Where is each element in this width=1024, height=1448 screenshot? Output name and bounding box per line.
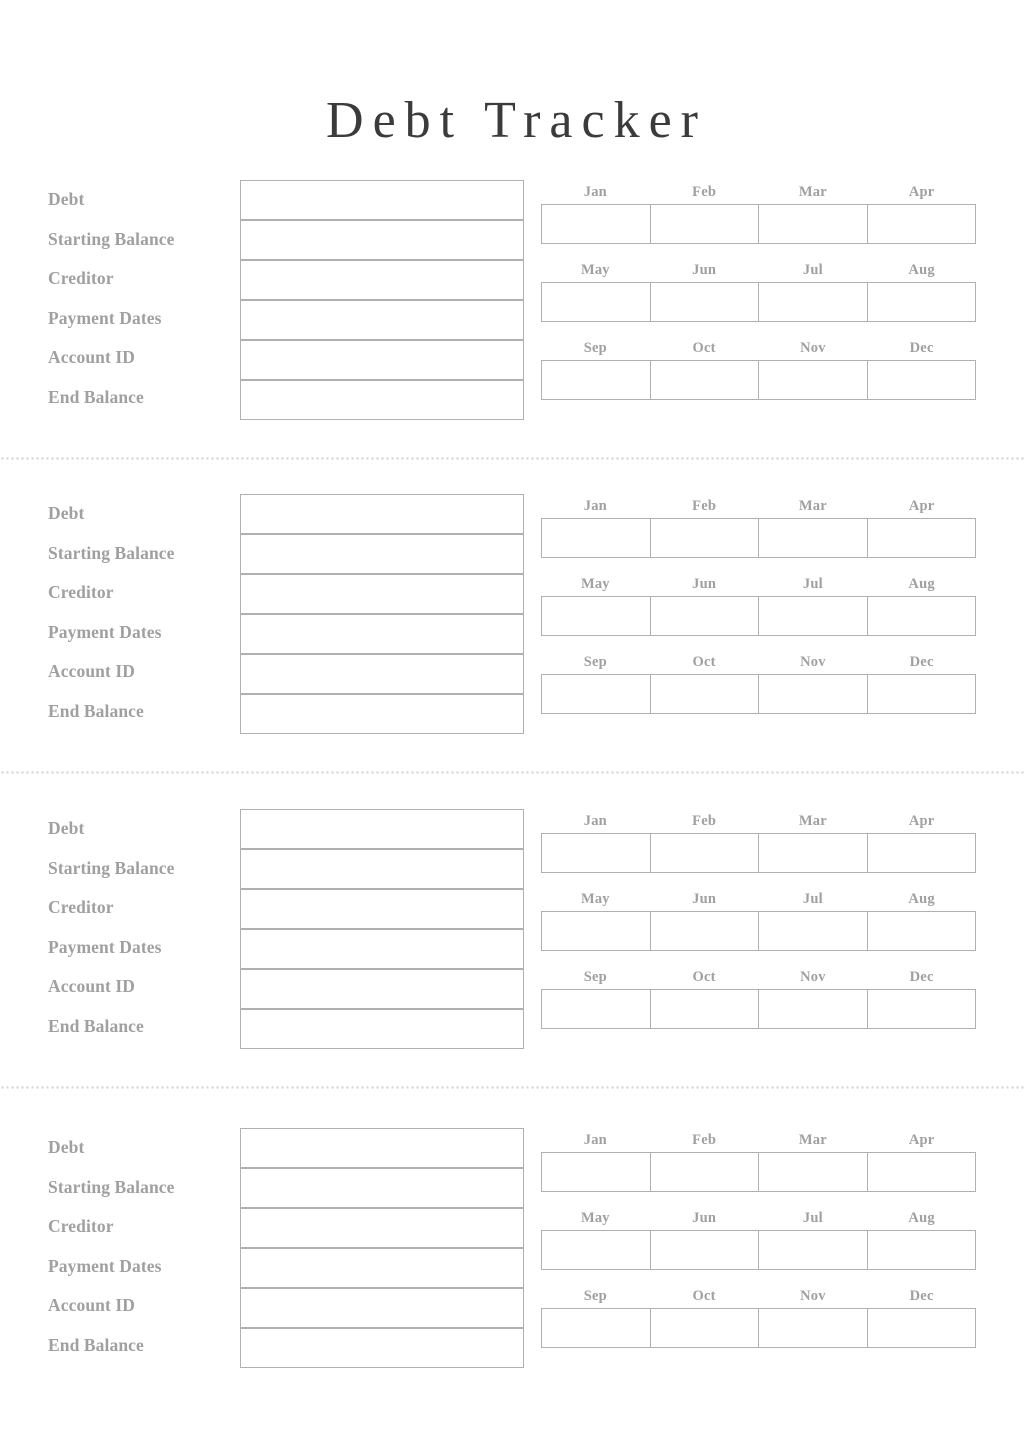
- month-input-cell[interactable]: [759, 361, 868, 399]
- field-label-column: [48, 494, 238, 731]
- month-input-cell[interactable]: [868, 205, 976, 243]
- month-header-row: [541, 258, 976, 282]
- field-label: End Balance: [48, 1334, 144, 1355]
- field-label: End Balance: [48, 386, 144, 407]
- month-input-cell[interactable]: [868, 519, 976, 557]
- month-label: Oct: [692, 969, 716, 985]
- debt-entry-section-2: [0, 494, 1024, 744]
- field-input-box[interactable]: [240, 969, 524, 1009]
- field-label: Starting Balance: [48, 228, 175, 249]
- month-label: Apr: [908, 184, 935, 200]
- month-label: Nov: [800, 1288, 826, 1304]
- field-input-box[interactable]: [240, 614, 524, 654]
- month-cell-row: [541, 204, 976, 244]
- field-input-box[interactable]: [240, 260, 524, 300]
- field-input-box[interactable]: [240, 300, 524, 340]
- field-input-box[interactable]: [240, 494, 524, 534]
- month-input-cell[interactable]: [651, 283, 760, 321]
- month-input-cell[interactable]: [651, 519, 760, 557]
- month-block: [541, 1206, 976, 1270]
- month-label: Sep: [583, 1288, 607, 1304]
- page-title: Debt Tracker: [326, 91, 707, 149]
- field-label: Account ID: [48, 976, 136, 996]
- month-label: Oct: [692, 654, 716, 670]
- field-label: Starting Balance: [48, 1176, 175, 1197]
- field-input-box[interactable]: [240, 929, 524, 969]
- month-grid: [541, 1128, 976, 1348]
- month-cell-row: [541, 1308, 976, 1348]
- month-block: [541, 1284, 976, 1348]
- month-input-cell[interactable]: [651, 597, 760, 635]
- month-grid: [541, 494, 976, 714]
- field-input-box[interactable]: [240, 1328, 524, 1368]
- month-label: May: [580, 576, 610, 592]
- field-input-box[interactable]: [240, 1208, 524, 1248]
- month-input-cell[interactable]: [651, 1231, 760, 1269]
- month-cell-row: [541, 360, 976, 400]
- month-label: Apr: [908, 813, 935, 829]
- month-input-cell[interactable]: [868, 990, 976, 1028]
- month-input-cell[interactable]: [651, 1309, 760, 1347]
- month-label: Jul: [802, 262, 823, 278]
- month-grid: [541, 809, 976, 1029]
- field-label-column: [48, 1128, 238, 1365]
- month-cell-row: [541, 674, 976, 714]
- month-label: Jan: [583, 813, 607, 829]
- field-input-box[interactable]: [240, 340, 524, 380]
- section-divider: [0, 1086, 1024, 1089]
- field-label: Debt: [48, 189, 85, 209]
- month-block: [541, 887, 976, 951]
- field-label: Creditor: [48, 582, 114, 602]
- month-cell-row: [541, 911, 976, 951]
- month-label: Mar: [798, 1132, 827, 1148]
- month-input-cell[interactable]: [651, 834, 760, 872]
- month-input-cell[interactable]: [542, 990, 651, 1028]
- month-label: Jun: [692, 576, 717, 592]
- month-label: Feb: [692, 498, 717, 514]
- field-input-box[interactable]: [240, 574, 524, 614]
- month-label: Nov: [800, 969, 826, 985]
- month-label: Jul: [802, 1210, 823, 1226]
- month-input-cell[interactable]: [542, 361, 651, 399]
- field-label: Debt: [48, 503, 85, 523]
- field-label: Payment Dates: [48, 1255, 162, 1276]
- month-cell-row: [541, 282, 976, 322]
- field-label: Account ID: [48, 661, 136, 681]
- month-header-row: [541, 494, 976, 518]
- field-input-box[interactable]: [240, 1288, 524, 1328]
- month-input-cell[interactable]: [868, 675, 976, 713]
- month-input-cell[interactable]: [868, 1153, 976, 1191]
- field-input-box[interactable]: [240, 849, 524, 889]
- field-input-box[interactable]: [240, 534, 524, 574]
- month-label: Jan: [583, 498, 607, 514]
- month-label: Feb: [692, 184, 717, 200]
- month-input-cell[interactable]: [651, 990, 760, 1028]
- field-label-column: [48, 809, 238, 1046]
- field-label: Starting Balance: [48, 542, 175, 563]
- month-input-cell[interactable]: [868, 597, 976, 635]
- field-input-box[interactable]: [240, 654, 524, 694]
- month-input-cell[interactable]: [759, 283, 868, 321]
- month-label: Apr: [908, 498, 935, 514]
- month-cell-row: [541, 833, 976, 873]
- month-grid: [541, 180, 976, 400]
- month-label: Mar: [798, 184, 827, 200]
- month-input-cell[interactable]: [651, 1153, 760, 1191]
- field-input-box[interactable]: [240, 1009, 524, 1049]
- field-input-box[interactable]: [240, 1168, 524, 1208]
- month-input-cell[interactable]: [759, 597, 868, 635]
- debt-entry-section-3: [0, 809, 1024, 1059]
- field-input-box[interactable]: [240, 180, 524, 220]
- field-label: End Balance: [48, 700, 144, 721]
- month-cell-row: [541, 596, 976, 636]
- month-label: Feb: [692, 813, 717, 829]
- month-input-cell[interactable]: [868, 1231, 976, 1269]
- field-label: Debt: [48, 1137, 85, 1157]
- field-label: Debt: [48, 818, 85, 838]
- month-input-cell[interactable]: [759, 1309, 868, 1347]
- month-header-row: [541, 965, 976, 989]
- month-cell-row: [541, 989, 976, 1029]
- month-header-row: [541, 650, 976, 674]
- month-input-cell[interactable]: [651, 361, 760, 399]
- month-cell-row: [541, 1152, 976, 1192]
- month-input-cell[interactable]: [542, 1231, 651, 1269]
- month-block: [541, 809, 976, 873]
- month-label: Jul: [802, 891, 823, 907]
- month-label: Aug: [908, 576, 935, 592]
- month-header-row: [541, 1206, 976, 1230]
- field-input-box[interactable]: [240, 220, 524, 260]
- month-input-cell[interactable]: [542, 1309, 651, 1347]
- field-input-box[interactable]: [240, 889, 524, 929]
- month-label: Sep: [583, 654, 607, 670]
- month-input-cell[interactable]: [542, 1153, 651, 1191]
- month-block: [541, 494, 976, 558]
- field-input-column: [240, 1128, 524, 1368]
- field-input-box[interactable]: [240, 1248, 524, 1288]
- month-input-cell[interactable]: [542, 205, 651, 243]
- field-label: Payment Dates: [48, 307, 162, 328]
- month-cell-row: [541, 1230, 976, 1270]
- month-label: May: [580, 262, 610, 278]
- month-label: Sep: [583, 969, 607, 985]
- month-label: Dec: [909, 1288, 934, 1304]
- month-header-row: [541, 1128, 976, 1152]
- month-input-cell[interactable]: [759, 1231, 868, 1269]
- month-label: May: [580, 1210, 610, 1226]
- month-input-cell[interactable]: [759, 519, 868, 557]
- month-label: Mar: [798, 498, 827, 514]
- month-header-row: [541, 809, 976, 833]
- month-input-cell[interactable]: [542, 283, 651, 321]
- month-input-cell[interactable]: [759, 912, 868, 950]
- month-header-row: [541, 336, 976, 360]
- month-block: [541, 650, 976, 714]
- month-header-row: [541, 572, 976, 596]
- month-label: Dec: [909, 969, 934, 985]
- field-label: Payment Dates: [48, 621, 162, 642]
- month-label: Jun: [692, 891, 717, 907]
- month-block: [541, 180, 976, 244]
- month-input-cell[interactable]: [868, 1309, 976, 1347]
- field-input-box[interactable]: [240, 380, 524, 420]
- month-input-cell[interactable]: [542, 912, 651, 950]
- month-input-cell[interactable]: [542, 675, 651, 713]
- month-block: [541, 258, 976, 322]
- field-input-column: [240, 809, 524, 1049]
- month-input-cell[interactable]: [868, 912, 976, 950]
- month-input-cell[interactable]: [759, 1153, 868, 1191]
- month-input-cell[interactable]: [868, 283, 976, 321]
- month-label: Aug: [908, 1210, 935, 1226]
- field-label: Creditor: [48, 1216, 114, 1236]
- field-input-column: [240, 494, 524, 734]
- month-input-cell[interactable]: [868, 361, 976, 399]
- field-input-box[interactable]: [240, 694, 524, 734]
- month-input-cell[interactable]: [759, 675, 868, 713]
- month-input-cell[interactable]: [759, 205, 868, 243]
- month-label: Dec: [909, 654, 934, 670]
- month-block: [541, 1128, 976, 1192]
- field-label: End Balance: [48, 1015, 144, 1036]
- month-input-cell[interactable]: [759, 834, 868, 872]
- month-block: [541, 572, 976, 636]
- month-block: [541, 336, 976, 400]
- month-input-cell[interactable]: [542, 597, 651, 635]
- field-label-column: [48, 180, 238, 417]
- month-input-cell[interactable]: [651, 675, 760, 713]
- field-input-box[interactable]: [240, 809, 524, 849]
- field-label: Creditor: [48, 268, 114, 288]
- month-input-cell[interactable]: [651, 912, 760, 950]
- field-input-column: [240, 180, 524, 420]
- month-label: Apr: [908, 1132, 935, 1148]
- month-block: [541, 965, 976, 1029]
- debt-entry-section-4: [0, 1128, 1024, 1378]
- month-label: Jun: [692, 1210, 717, 1226]
- field-label: Creditor: [48, 897, 114, 917]
- month-label: May: [580, 891, 610, 907]
- field-label: Account ID: [48, 1295, 136, 1315]
- month-label: Dec: [909, 340, 934, 356]
- field-label: Account ID: [48, 347, 136, 367]
- month-label: Jan: [583, 1132, 607, 1148]
- month-label: Nov: [800, 340, 826, 356]
- month-input-cell[interactable]: [651, 205, 760, 243]
- month-label: Jul: [802, 576, 823, 592]
- month-label: Aug: [908, 891, 935, 907]
- month-label: Aug: [908, 262, 935, 278]
- month-input-cell[interactable]: [759, 990, 868, 1028]
- section-divider: [0, 457, 1024, 460]
- month-label: Mar: [798, 813, 827, 829]
- month-label: Sep: [583, 340, 607, 356]
- field-label: Payment Dates: [48, 936, 162, 957]
- month-label: Oct: [692, 1288, 716, 1304]
- month-cell-row: [541, 518, 976, 558]
- month-header-row: [541, 180, 976, 204]
- month-input-cell[interactable]: [542, 834, 651, 872]
- month-label: Oct: [692, 340, 716, 356]
- debt-entry-section-1: [0, 180, 1024, 430]
- month-header-row: [541, 1284, 976, 1308]
- month-input-cell[interactable]: [868, 834, 976, 872]
- month-header-row: [541, 887, 976, 911]
- month-label: Jan: [583, 184, 607, 200]
- month-input-cell[interactable]: [542, 519, 651, 557]
- month-label: Feb: [692, 1132, 717, 1148]
- field-label: Starting Balance: [48, 857, 175, 878]
- month-label: Nov: [800, 654, 826, 670]
- section-divider: [0, 771, 1024, 774]
- field-input-box[interactable]: [240, 1128, 524, 1168]
- month-label: Jun: [692, 262, 717, 278]
